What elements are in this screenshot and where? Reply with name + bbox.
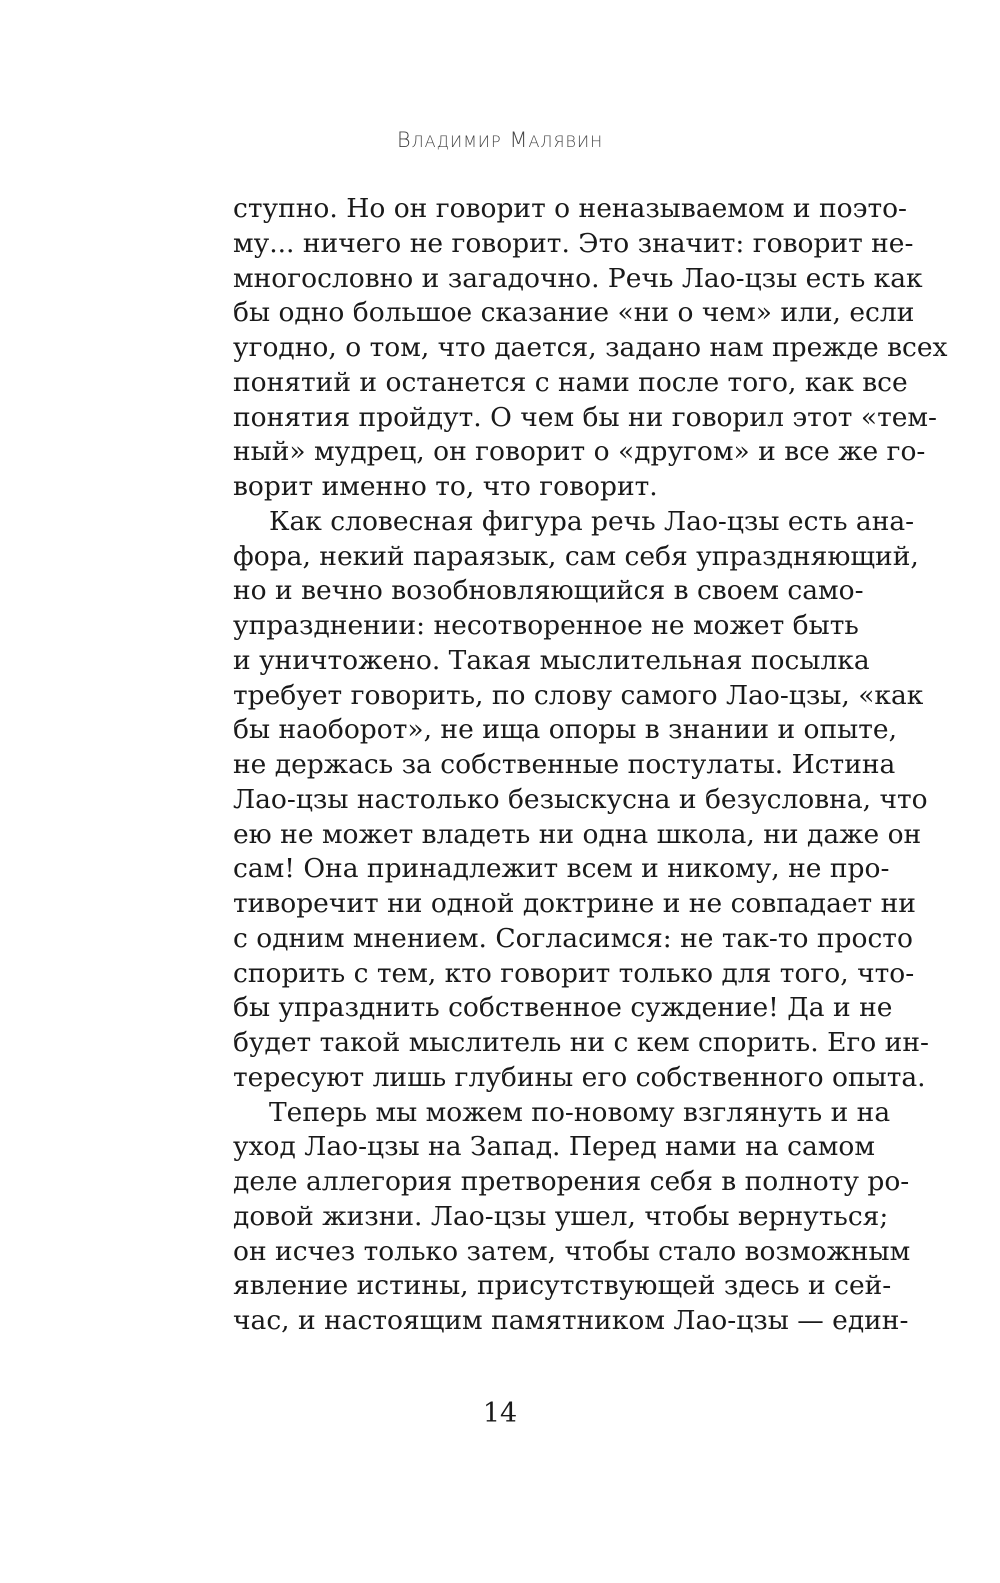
text-line: понятия пройдут. О чем бы ни говорил этот «тем- [233,401,937,433]
text-line: ный» мудрец, он говорит о «другом» и все же го- [233,436,926,468]
text-line: он исчез только затем, чтобы стало возможным [233,1235,911,1267]
body-text [233,192,948,1339]
text-line: му... ничего не говорит. Это значит: говорит не- [233,227,914,259]
text-line: угодно, о том, что дается, задано нам прежде всех [233,332,948,363]
text-line: бы одно большое сказание «ни о чем» или, если [233,297,915,329]
text-line: Лао-цзы настолько безыскусна и безусловна, что [233,783,928,815]
text-line: час, и настоящим памятником Лао-цзы — един- [233,1305,909,1336]
text-line: понятий и останется с нами после того, как все [233,366,908,398]
text-line: ворит именно то, что говорит. [233,471,658,502]
text-line: но и вечно возобновляющийся в своем само- [233,575,864,607]
text-line: фора, некий параязык, сам себя упраздняющий, [233,540,919,572]
text-line: будет такой мыслитель ни с кем спорить. Его ин- [233,1027,929,1058]
text-line: требует говорить, по слову самого Лао-цзы, «как [233,679,924,711]
text-line: спорить с тем, кто говорит только для того, что- [233,957,915,989]
text-line: уход Лао-цзы на Запад. Перед нами на самом [233,1131,875,1163]
text-line: ступно. Но он говорит о неназываемом и поэто- [233,193,908,224]
text-line: упразднении: несотворенное не может быть [233,610,859,641]
text-line: Как словесная фигура речь Лао-цзы есть ана- [269,505,915,537]
page-number: 14 [482,1398,518,1429]
text-line: явление истины, присутствующей здесь и сей- [233,1270,892,1302]
running-head-text: ВЛАДИМИР МАЛЯВИН [396,128,604,152]
text-line: деле аллегория претворения себя в полноту ро- [233,1166,910,1197]
text-line: с одним мнением. Согласимся: не так-то просто [233,922,913,954]
running-head [0,128,1000,152]
text-line: не держась за собственные постулаты. Истина [233,749,896,780]
text-line: Теперь мы можем по-новому взглянуть и на [269,1096,891,1128]
text-line: сам! Она принадлежит всем и никому, не про- [233,853,890,885]
text-line: тересуют лишь глубины его собственного опыта. [233,1061,926,1093]
text-line: бы упразднить собственное суждение! Да и не [233,992,893,1024]
text-line: и уничтожено. Такая мыслительная посылка [233,644,870,676]
text-line: довой жизни. Лао-цзы ушел, чтобы вернуться; [233,1200,889,1232]
text-line: многословно и загадочно. Речь Лао-цзы есть как [233,262,923,294]
text-line: бы наоборот», не ища опоры в знании и опыте, [233,714,898,746]
text-line: тиворечит ни одной доктрине и не совпадает ни [233,888,916,919]
text-line: ею не может владеть ни одна школа, ни даже он [233,818,922,850]
